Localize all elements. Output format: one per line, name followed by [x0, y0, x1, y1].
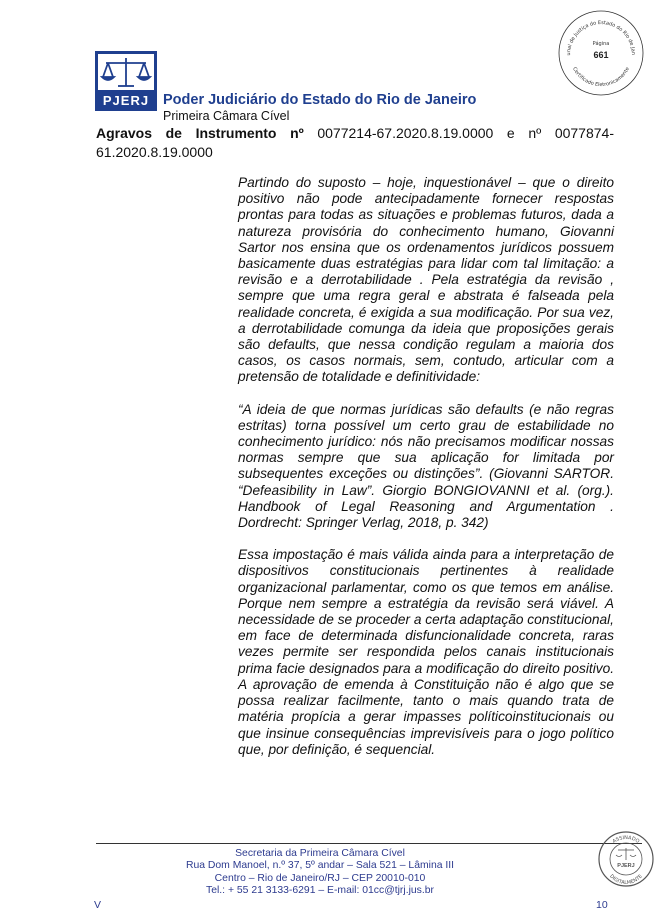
- digital-signature-seal: [597, 830, 655, 888]
- paragraph-1: Partindo do suposto – hoje, inquestionável – que o direito positivo não pode antecipadamente fornecer respostas prontas para todas as situações e problemas futuros, dada a natureza provisória do conhecimento humano, Giovanni Sartor nos ensina que os ordenamentos jurídicos possuem basicamente duas estratégias para lidar com tal limitação: a revisão e a derrotabilidade . Pela estratégia da revisão , sempre que uma regra geral e abstrata é falseada pela realidade concreta, é exigida a sua modificação. Por sua vez, a derrotabilidade comunga da ideia que proposições gerais são defaults, que nessa condição regulam a maioria dos casos, os casos normais, sem, contudo, articular com a pretensão de totalidade e definitividade:: [238, 175, 614, 385]
- paragraph-3: Essa impostação é mais válida ainda para a interpretação de dispositivos constitucionais pertinentes à realidade organizacional parlamentar, como os que temos em análise. Porque nem sempre a estratégia da revisão será viável. A necessidade de se proceder a certa adaptação constitucional, em face de determinada disfuncionalidade concreta, raras vezes permite ser respondida pelos canais institucionais prima facie designados para a modificação do direito positivo. A aprovação de emenda à Constituição não é algo que se possa realizar facilmente, tanto o mais quando trata de matéria propícia a gerar impasses políticoinstitucionais ou que insinue consequências imprevisíveis para o jogo político que, por definição, é sequencial.: [238, 547, 614, 757]
- page-number: 10: [596, 899, 608, 911]
- pjerj-logo: [94, 50, 158, 112]
- stamp-label: Página: [592, 41, 610, 47]
- body-text: [238, 175, 614, 774]
- case-connector: e nº: [506, 125, 542, 141]
- case-number-2: 0077874-61.2020.8.19.0000: [96, 125, 614, 160]
- footer-left-mark: V: [94, 899, 102, 911]
- case-number-1: 0077214-67.2020.8.19.0000: [317, 125, 494, 141]
- footer-line-2: Rua Dom Manoel, n.º 37, 5º andar – Sala 521 – Lâmina III: [185, 860, 455, 872]
- logo-text: PJERJ: [102, 93, 150, 108]
- footer-line-3: Centro – Rio de Janeiro/RJ – CEP 20010-010: [214, 872, 426, 884]
- footer-divider: [96, 843, 642, 844]
- stamp-curved-text-bottom: Certificado Eletronicamente: [571, 66, 631, 89]
- seal-top-text: ASSINADO: [611, 834, 641, 845]
- chamber-name: Primeira Câmara Cível: [163, 109, 290, 123]
- footer-line-4: Tel.: + 55 21 3133-6291 – E-mail: 01cc@tjrj.jus.br: [206, 885, 434, 897]
- court-name: Poder Judiciário do Estado do Rio de Janeiro: [163, 92, 477, 108]
- seal-center-text: PJERJ: [617, 863, 635, 869]
- footer-line-1: Secretaria da Primeira Câmara Cível: [235, 848, 405, 859]
- seal-bottom-text: DIGITALMENTE: [608, 873, 644, 887]
- stamp-curved-text-top: unal de Justiça do Estado do Rio de Jan: [565, 19, 637, 56]
- footer-address: [120, 848, 520, 898]
- seal-scales-icon: [616, 848, 636, 860]
- stamp-page-number: 661: [593, 50, 609, 60]
- case-label: Agravos de Instrumento nº: [96, 125, 304, 141]
- case-numbers: [96, 124, 614, 162]
- quote-paragraph: “A ideia de que normas jurídicas são defaults (e não regras estritas) torna possível um certo grau de estabilidade no conhecimento jurídico: nós não precisamos modificar nossas normas sempre que sua aplicação for limitada por subsequentes exceções ou distinções”. (Giovanni SARTOR. “Defeasibility in Law”. Giorgio BONGIOVANNI et al. (org.). Handbook of Legal Reasoning and Argumentation . Dordrecht: Springer Verlag, 2018, p. 342): [238, 401, 614, 531]
- certification-stamp: [556, 8, 646, 98]
